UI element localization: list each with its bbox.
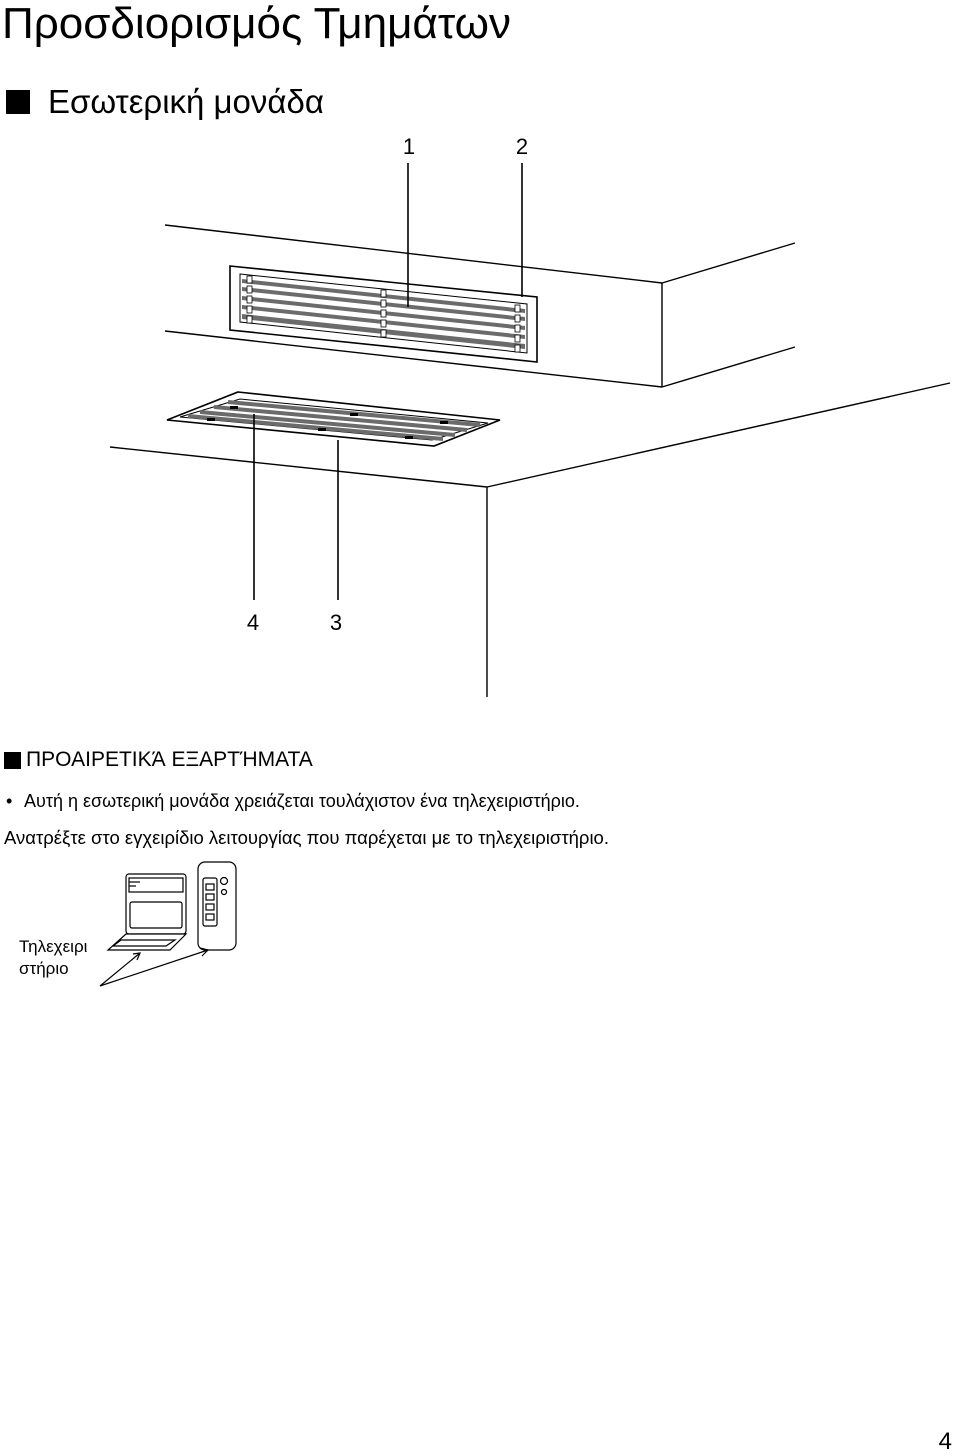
wireless-remote-controller-icon <box>198 862 236 950</box>
page-number: 4 <box>938 1428 952 1455</box>
label-pointer-line <box>100 950 208 986</box>
ceiling-line-top-right <box>662 243 795 283</box>
section-heading-text: Εσωτερική μονάδα <box>48 83 324 120</box>
label-pointer-line <box>100 953 140 986</box>
reference-note: Ανατρέξτε στο εγχειρίδιο λειτουργίας που παρέχεται με το τηλεχειριστήριο. <box>4 827 609 848</box>
callout-4: 4 <box>246 610 260 635</box>
remote-label-line-1: Τηλεχειρι <box>19 937 88 956</box>
requirement-bullet <box>6 790 580 812</box>
page-title: Προσδιορισμός Τμημάτων <box>2 0 511 48</box>
indoor-unit-diagram <box>0 120 960 710</box>
floor-line-right <box>487 383 950 487</box>
bullet-dot: • <box>6 791 13 811</box>
wall-grille <box>230 266 537 362</box>
section-heading <box>6 82 324 122</box>
wired-remote-controller-icon <box>108 874 186 950</box>
remote-label-line-2: στήριο <box>19 959 69 978</box>
ceiling-grille <box>167 392 500 446</box>
callout-1: 1 <box>402 134 416 159</box>
optional-accessories-heading-text: ΠΡΟΑΙΡΕΤΙΚΆ ΕΞΑΡΤΉΜΑΤΑ <box>26 748 313 771</box>
requirement-text: Αυτή η εσωτερική μονάδα χρειάζεται τουλάχιστον ένα τηλεχειριστήριο. <box>24 791 580 811</box>
remote-controllers-illustration <box>95 855 245 995</box>
callout-2: 2 <box>515 134 529 159</box>
floor-line-left <box>110 447 487 487</box>
square-bullet-icon <box>4 752 21 769</box>
optional-accessories-heading <box>4 748 313 772</box>
square-bullet-icon <box>6 90 30 114</box>
callout-3: 3 <box>329 610 343 635</box>
ceiling-line-bottom-right <box>662 347 795 387</box>
